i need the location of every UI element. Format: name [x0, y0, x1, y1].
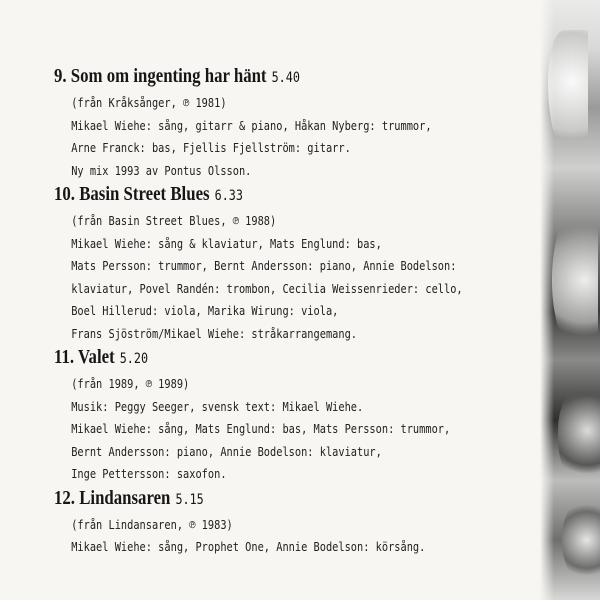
track-title-text: 12. Lindansaren — [54, 486, 171, 509]
credit-line: (från 1989, ℗ 1989) — [71, 377, 190, 391]
track-duration: 5.40 — [271, 70, 300, 86]
track-title-text: 11. Valet — [54, 346, 115, 368]
photo-shadow — [558, 390, 600, 480]
track-title — [54, 182, 474, 210]
credit-line: Mikael Wiehe: sång, Prophet One, Annie Bodelson: körsång. — [71, 540, 426, 554]
track-duration: 5.20 — [119, 351, 149, 367]
credit-line: (från Kråksånger, ℗ 1981) — [71, 96, 227, 110]
credit-line: (från Lindansaren, ℗ 1983) — [71, 517, 233, 532]
credit-line: Arne Franck: bas, Fjellis Fjellström: gitarr. — [71, 141, 351, 155]
credit-line: Mikael Wiehe: sång, gitarr & piano, Håkan Nyberg: trummor, — [71, 118, 432, 133]
track-title — [54, 486, 474, 514]
credit-line: Bernt Andersson: piano, Annie Bodelson: klaviatur, — [71, 444, 382, 459]
credit-line: Inge Pettersson: saxofon. — [71, 467, 227, 481]
credit-line: klaviatur, Povel Randén: trombon, Cecilia Weissenrieder: cello, — [71, 281, 463, 296]
credit-line: Mikael Wiehe: sång, Mats Englund: bas, Mats Persson: trummor, — [71, 422, 451, 436]
credit-line: Mats Persson: trummor, Bernt Andersson: piano, Annie Bodelson: — [71, 259, 457, 273]
track-entry — [54, 64, 554, 182]
credit-line: (från Basin Street Blues, ℗ 1988) — [71, 214, 277, 228]
track-duration: 5.15 — [175, 491, 204, 508]
credit-line: Ny mix 1993 av Pontus Olsson. — [71, 163, 252, 178]
track-entry — [54, 182, 554, 345]
track-list — [54, 64, 554, 559]
track-duration: 6.33 — [214, 188, 243, 204]
photo-shadow — [562, 500, 600, 580]
track-title — [54, 64, 474, 92]
credit-line: Frans Sjöström/Mikael Wiehe: stråkarrangemang. — [71, 326, 358, 341]
track-title-text: 10. Basin Street Blues — [54, 183, 210, 205]
credit-line: Musik: Peggy Seeger, svensk text: Mikael Wiehe. — [71, 399, 364, 414]
track-title — [54, 345, 474, 373]
track-title-text: 9. Som om ingenting har hänt — [54, 65, 267, 87]
credit-line: Mikael Wiehe: sång & klaviatur, Mats Englund: bas, — [71, 236, 382, 251]
track-entry — [54, 486, 554, 559]
track-entry — [54, 345, 554, 486]
photo-highlight — [552, 210, 598, 350]
credit-line: Boel Hillerud: viola, Marika Wirung: viola, — [71, 304, 339, 318]
photo-highlight — [548, 30, 588, 160]
